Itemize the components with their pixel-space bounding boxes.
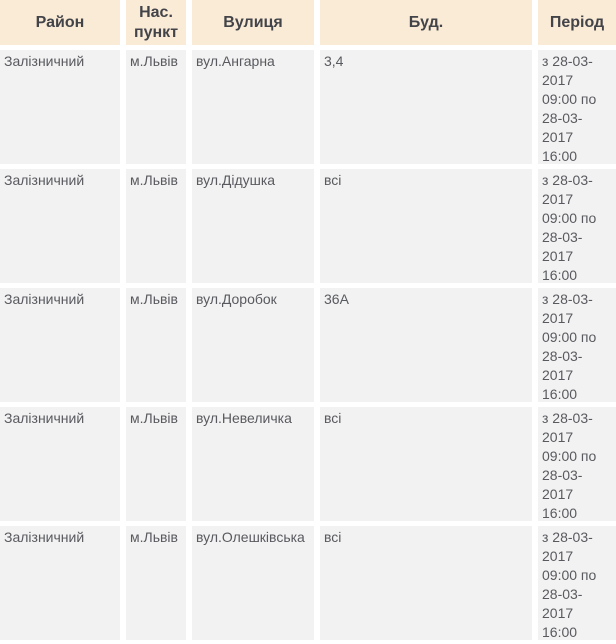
cell-settlement: м.Львів	[126, 407, 186, 521]
cell-period: з 28-03-2017 09:00 по 28-03-2017 16:00	[538, 288, 616, 402]
cell-street: вул.Дідушка	[192, 169, 314, 283]
cell-district: Залізничний	[0, 407, 120, 521]
cell-street: вул.Ангарна	[192, 50, 314, 164]
cell-street: вул.Олешківська	[192, 526, 314, 640]
cell-district: Залізничний	[0, 50, 120, 164]
cell-period: з 28-03-2017 09:00 по 28-03-2017 16:00	[538, 169, 616, 283]
column-header-period: Період	[538, 0, 616, 45]
cell-building: 36А	[320, 288, 532, 402]
cell-settlement: м.Львів	[126, 169, 186, 283]
cell-period: з 28-03-2017 09:00 по 28-03-2017 16:00	[538, 407, 616, 521]
cell-district: Залізничний	[0, 526, 120, 640]
cell-street: вул.Невеличка	[192, 407, 314, 521]
cell-period: з 28-03-2017 09:00 по 28-03-2017 16:00	[538, 526, 616, 640]
cell-street: вул.Доробок	[192, 288, 314, 402]
cell-period: з 28-03-2017 09:00 по 28-03-2017 16:00	[538, 50, 616, 164]
column-header-district: Район	[0, 0, 120, 45]
cell-building: всі	[320, 526, 532, 640]
cell-settlement: м.Львів	[126, 288, 186, 402]
cell-settlement: м.Львів	[126, 526, 186, 640]
cell-district: Залізничний	[0, 288, 120, 402]
cell-district: Залізничний	[0, 169, 120, 283]
column-header-building: Буд.	[320, 0, 532, 45]
cell-building: 3,4	[320, 50, 532, 164]
cell-settlement: м.Львів	[126, 50, 186, 164]
cell-building: всі	[320, 407, 532, 521]
cell-building: всі	[320, 169, 532, 283]
column-header-settlement: Нас. пункт	[126, 0, 186, 45]
column-header-street: Вулиця	[192, 0, 314, 45]
